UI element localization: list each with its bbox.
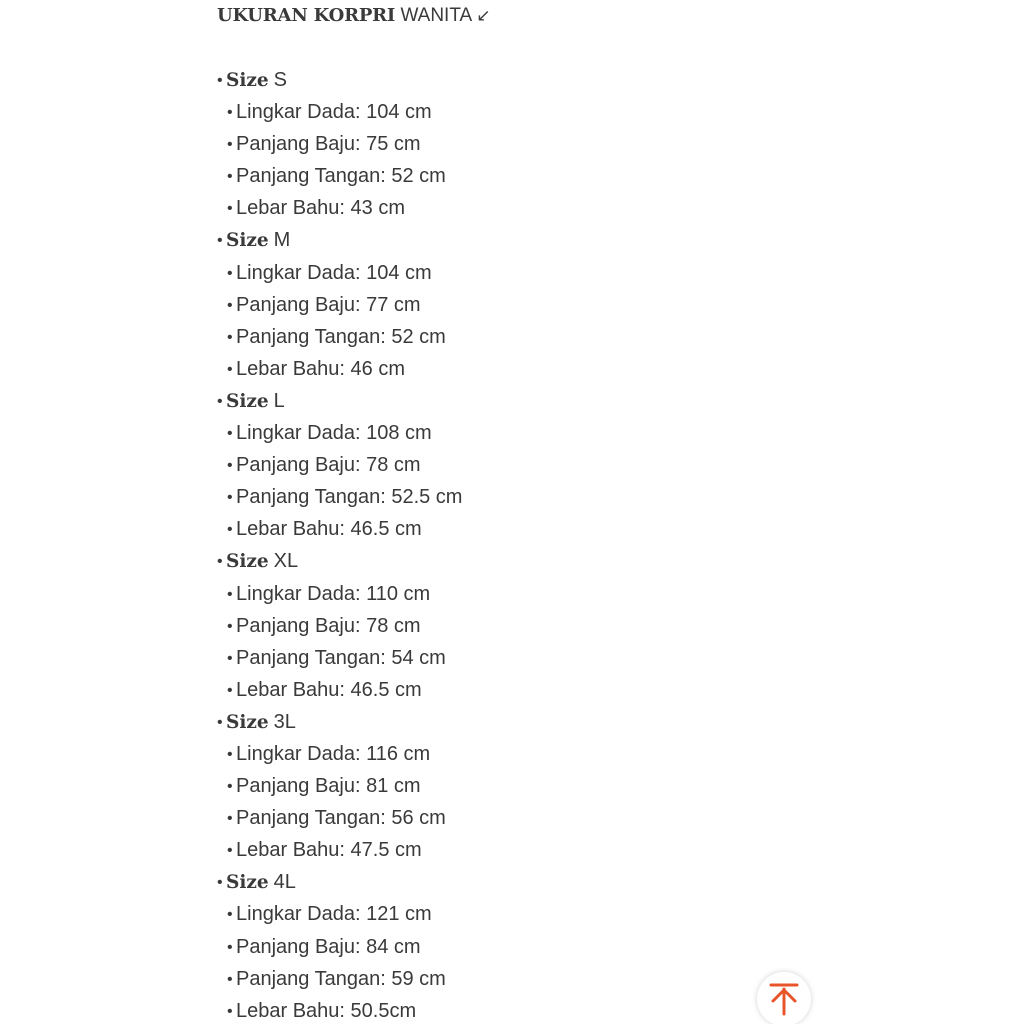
bullet: • bbox=[227, 200, 233, 218]
size-detail-item bbox=[217, 449, 462, 481]
size-value: S bbox=[273, 69, 288, 91]
size-detail-text: Panjang Baju: 77 cm bbox=[236, 293, 421, 316]
size-value: XL bbox=[273, 550, 299, 573]
bullet: • bbox=[227, 585, 233, 603]
bullet: • bbox=[217, 874, 223, 892]
bullet: • bbox=[227, 649, 233, 667]
size-detail-text: Lingkar Dada: 116 cm bbox=[236, 742, 431, 765]
size-value: 3L bbox=[273, 710, 296, 733]
size-value: M bbox=[273, 229, 291, 252]
size-label: Size bbox=[226, 390, 269, 412]
bullet: • bbox=[227, 328, 233, 346]
size-detail-item bbox=[217, 192, 462, 224]
bullet: • bbox=[227, 168, 233, 186]
bullet: • bbox=[217, 232, 223, 250]
bullet: • bbox=[227, 457, 233, 475]
size-detail-item bbox=[217, 257, 462, 289]
arrow-up-to-top-icon bbox=[769, 982, 799, 1016]
size-detail-text: Panjang Tangan: 52.5 cm bbox=[236, 486, 463, 509]
size-detail-text: Panjang Tangan: 56 cm bbox=[236, 807, 446, 830]
size-detail-item bbox=[217, 931, 462, 963]
size-detail-item bbox=[217, 738, 462, 770]
size-detail-item bbox=[217, 802, 462, 834]
arrow-down-left-icon: ↙ bbox=[476, 6, 491, 25]
bullet: • bbox=[217, 72, 223, 89]
bullet: • bbox=[227, 489, 233, 507]
size-detail-text: Lingkar Dada: 108 cm bbox=[236, 422, 432, 445]
bullet: • bbox=[227, 264, 233, 282]
bullet: • bbox=[227, 1002, 233, 1020]
page-title bbox=[217, 4, 490, 28]
size-detail-text: Lebar Bahu: 46 cm bbox=[236, 357, 405, 380]
size-detail-text: Lingkar Dada: 104 cm bbox=[236, 261, 432, 284]
size-heading bbox=[217, 706, 462, 738]
size-detail-item bbox=[217, 128, 462, 160]
bullet: • bbox=[227, 617, 233, 635]
bullet: • bbox=[227, 906, 233, 924]
size-detail-item bbox=[217, 770, 462, 802]
size-detail-item bbox=[217, 353, 462, 385]
bullet: • bbox=[227, 745, 233, 763]
size-detail-item bbox=[217, 963, 462, 995]
title-bold: UKURAN KORPRI bbox=[217, 5, 396, 26]
size-detail-text: Lebar Bahu: 46.5 cm bbox=[236, 518, 422, 541]
size-detail-text: Lebar Bahu: 47.5 cm bbox=[236, 839, 422, 862]
size-list bbox=[217, 64, 462, 1024]
size-detail-item bbox=[217, 417, 462, 449]
size-detail-item bbox=[217, 289, 462, 321]
size-detail-text: Panjang Baju: 78 cm bbox=[236, 614, 421, 637]
size-label: Size bbox=[226, 230, 269, 252]
bullet: • bbox=[217, 553, 223, 571]
scroll-to-top-button[interactable] bbox=[757, 972, 811, 1024]
size-detail-text: Lebar Bahu: 50.5cm bbox=[236, 999, 417, 1022]
size-detail-text: Panjang Baju: 75 cm bbox=[236, 133, 421, 156]
bullet: • bbox=[227, 681, 233, 699]
size-label: Size bbox=[226, 70, 269, 91]
bullet: • bbox=[227, 296, 233, 314]
size-detail-item bbox=[217, 610, 462, 642]
size-heading bbox=[217, 224, 462, 256]
size-detail-text: Lingkar Dada: 104 cm bbox=[236, 101, 432, 124]
bullet: • bbox=[217, 713, 223, 731]
size-detail-text: Lebar Bahu: 46.5 cm bbox=[236, 678, 422, 701]
size-detail-text: Lingkar Dada: 121 cm bbox=[236, 903, 432, 926]
size-detail-item bbox=[217, 642, 462, 674]
size-label: Size bbox=[226, 872, 269, 894]
size-value: L bbox=[273, 389, 285, 412]
size-detail-text: Panjang Tangan: 52 cm bbox=[236, 325, 446, 348]
bullet: • bbox=[227, 104, 233, 122]
size-heading bbox=[217, 64, 462, 96]
size-label: Size bbox=[226, 711, 269, 733]
size-heading bbox=[217, 385, 462, 417]
bullet: • bbox=[227, 938, 233, 956]
bullet: • bbox=[227, 778, 233, 796]
size-detail-text: Panjang Baju: 78 cm bbox=[236, 454, 421, 477]
size-detail-text: Lingkar Dada: 110 cm bbox=[236, 582, 431, 605]
size-detail-item bbox=[217, 898, 462, 930]
size-detail-item bbox=[217, 834, 462, 866]
size-detail-item bbox=[217, 674, 462, 706]
size-label: Size bbox=[226, 551, 269, 573]
bullet: • bbox=[227, 842, 233, 860]
bullet: • bbox=[217, 392, 223, 410]
size-detail-item bbox=[217, 513, 462, 545]
size-value: 4L bbox=[273, 871, 296, 894]
size-detail-text: Panjang Tangan: 52 cm bbox=[236, 165, 446, 188]
size-heading bbox=[217, 545, 462, 577]
size-detail-item bbox=[217, 160, 462, 192]
bullet: • bbox=[227, 136, 233, 154]
size-heading bbox=[217, 866, 462, 898]
bullet: • bbox=[227, 970, 233, 988]
size-detail-text: Panjang Tangan: 59 cm bbox=[236, 967, 446, 990]
bullet: • bbox=[227, 360, 233, 378]
size-detail-item bbox=[217, 578, 462, 610]
bullet: • bbox=[227, 425, 233, 443]
size-detail-item bbox=[217, 321, 462, 353]
title-regular: WANITA bbox=[400, 5, 473, 26]
bullet: • bbox=[227, 810, 233, 828]
size-detail-text: Panjang Baju: 84 cm bbox=[236, 935, 421, 958]
size-detail-text: Lebar Bahu: 43 cm bbox=[236, 197, 405, 220]
size-detail-text: Panjang Tangan: 54 cm bbox=[236, 646, 446, 669]
size-detail-text: Panjang Baju: 81 cm bbox=[236, 775, 421, 798]
bullet: • bbox=[227, 521, 233, 539]
size-detail-item bbox=[217, 995, 462, 1024]
size-detail-item bbox=[217, 481, 462, 513]
size-detail-item bbox=[217, 96, 462, 128]
